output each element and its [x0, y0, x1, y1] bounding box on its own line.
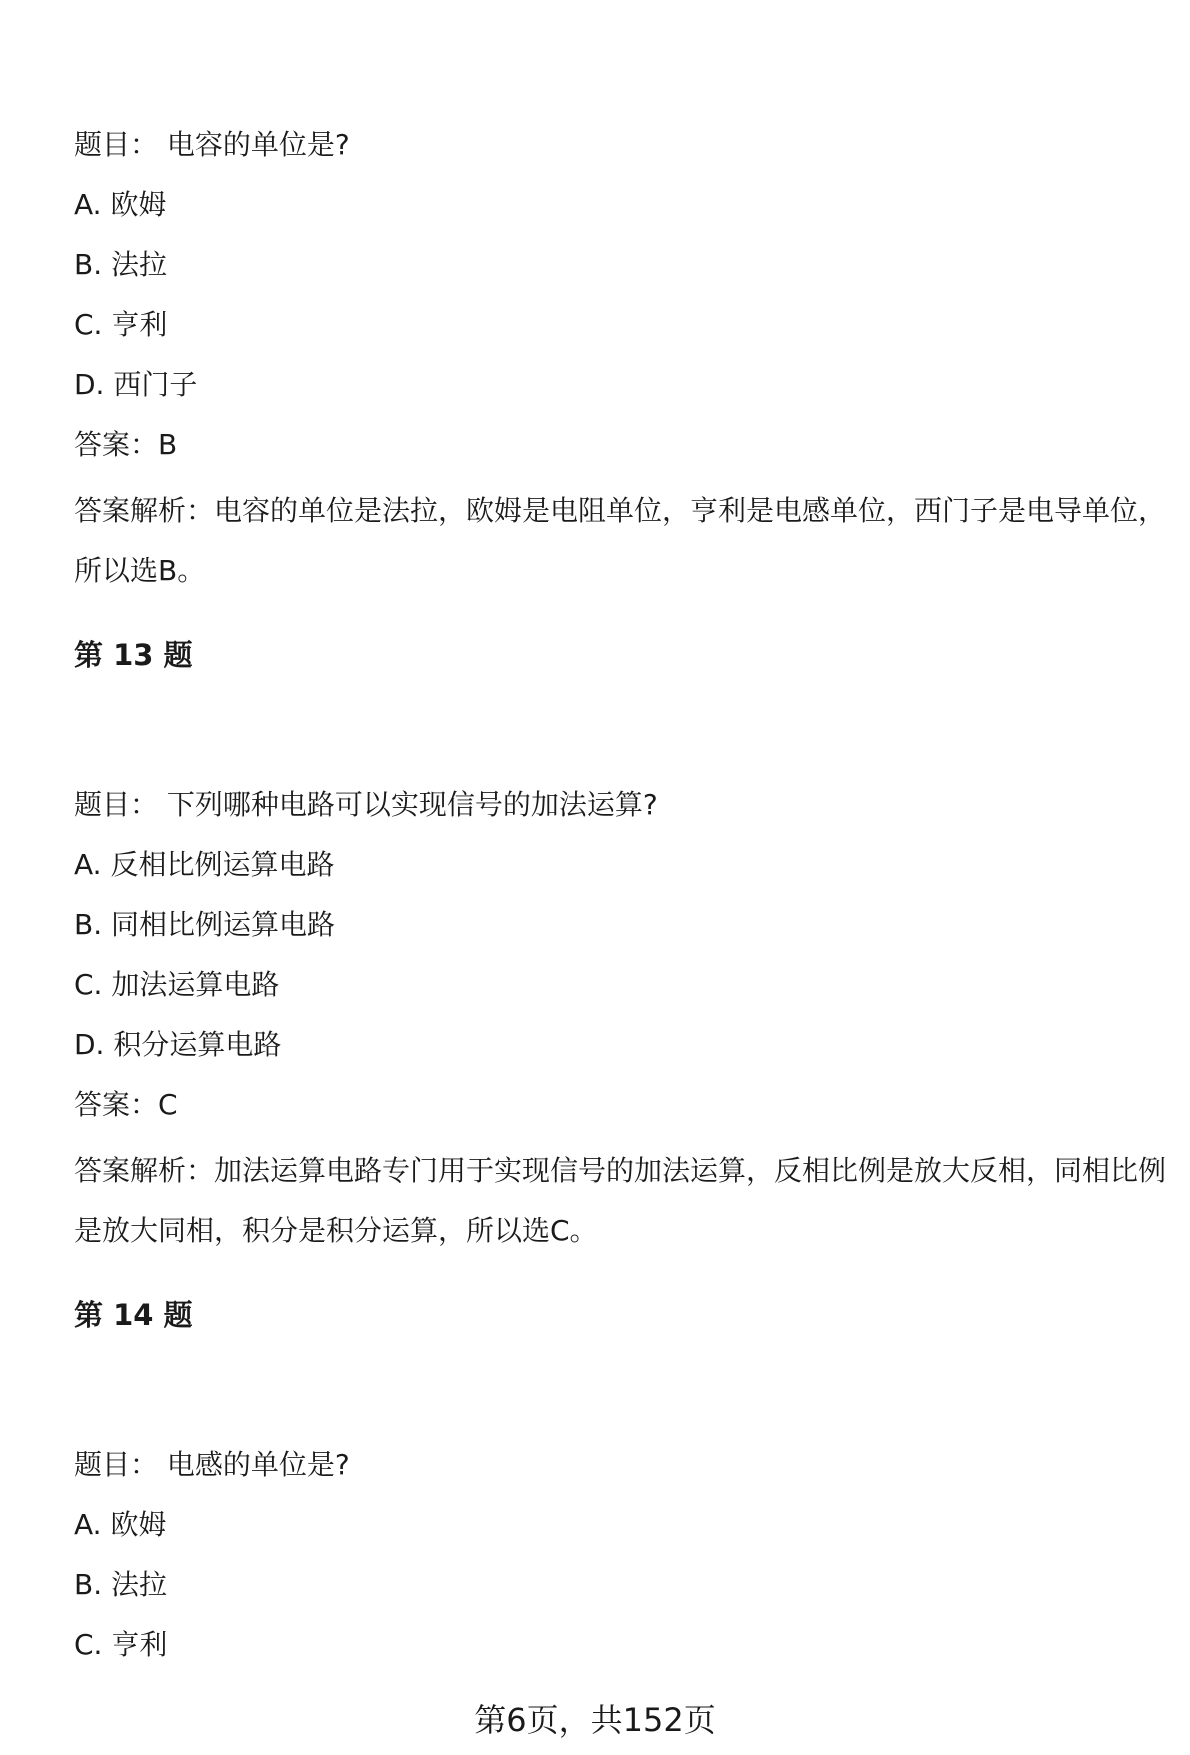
option-a: A. 欧姆	[74, 1508, 167, 1541]
option-b: B. 法拉	[74, 248, 168, 281]
option-b: B. 同相比例运算电路	[74, 908, 336, 941]
option-c: C. 亨利	[74, 308, 168, 341]
answer-text: 答案：C	[74, 1088, 178, 1121]
question-text: 题目： 电容的单位是?	[74, 128, 350, 161]
question-text: 题目： 电感的单位是?	[74, 1448, 350, 1481]
explanation-text: 答案解析：加法运算电路专门用于实现信号的加法运算，反相比例是放大反相，同相比例是放大同相，积分是积分运算，所以选C。	[74, 1154, 1167, 1247]
option-c: C. 加法运算电路	[74, 968, 280, 1001]
option-a: A. 欧姆	[74, 188, 167, 221]
page-number: 第6页，共152页	[474, 1701, 716, 1739]
option-b: B. 法拉	[74, 1568, 168, 1601]
option-c: C. 亨利	[74, 1628, 168, 1661]
explanation-text: 答案解析：电容的单位是法拉，欧姆是电阻单位，亨利是电感单位，西门子是电导单位，所以选B。	[74, 494, 1167, 587]
option-d: D. 西门子	[74, 368, 198, 401]
answer-text: 答案：B	[74, 428, 178, 461]
question-heading: 第 14 题	[74, 1298, 193, 1332]
question-text: 题目： 下列哪种电路可以实现信号的加法运算?	[74, 788, 658, 821]
option-a: A. 反相比例运算电路	[74, 848, 335, 881]
option-d: D. 积分运算电路	[74, 1028, 282, 1061]
question-heading: 第 13 题	[74, 638, 193, 672]
